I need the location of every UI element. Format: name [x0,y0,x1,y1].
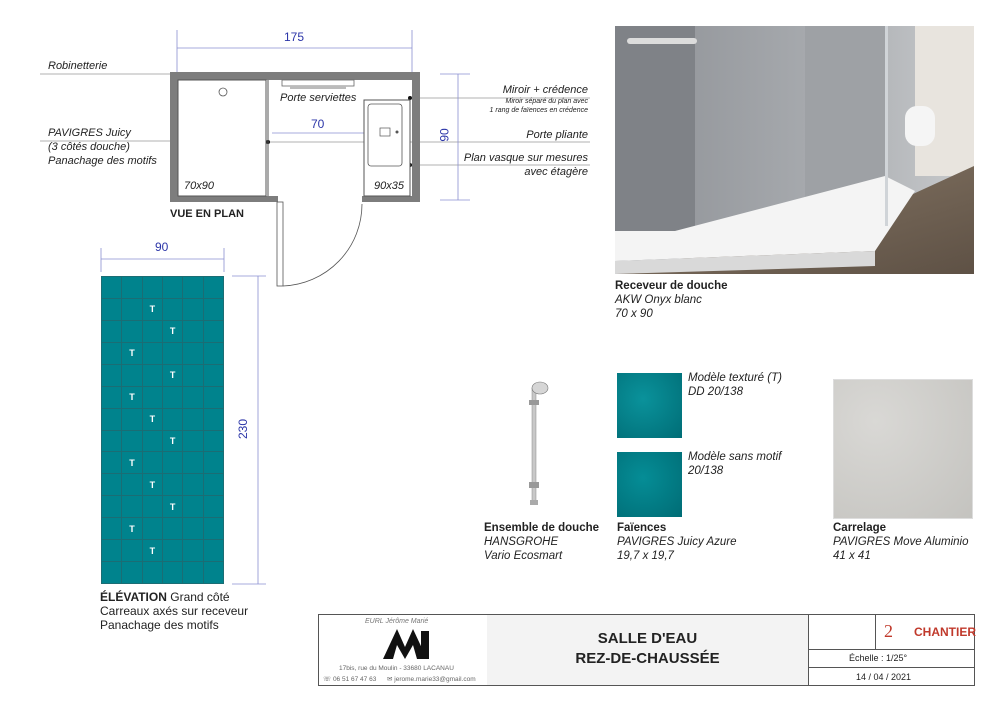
sheet-number: 2 [884,621,893,641]
plain-tile [102,518,121,539]
faiences-line-1: PAVIGRES Juicy Azure [617,536,737,548]
towel-rail-label: Porte serviettes [280,92,357,104]
plain-tile [183,277,202,298]
plain-tile [122,299,141,320]
plain-tile [102,562,121,583]
textured-tile: T [143,299,162,320]
faience-swatch1-line-2: DD 20/138 [688,386,743,398]
carrelage-title: Carrelage [833,522,887,534]
plain-tile [122,321,141,342]
plain-tile [163,452,182,473]
plain-tile [163,540,182,561]
douche-caption [484,521,599,563]
elevation-dim-width: 90 [155,240,169,254]
faience-swatch2-line-2: 20/138 [688,465,724,477]
sheet-scale: Échelle : 1/25° [849,653,908,663]
elevation-line-2: Carreaux axés sur receveur [100,604,249,618]
plan-title: VUE EN PLAN [170,208,244,220]
plain-tile [102,321,121,342]
textured-tile: T [163,431,182,452]
plain-tile [183,299,202,320]
miroir-label: Miroir + crédence [502,84,588,96]
textured-tile: T [143,474,162,495]
sheet-date: 14 / 04 / 2021 [856,672,912,682]
plain-tile [122,431,141,452]
plain-tile [143,431,162,452]
plain-tile [204,452,223,473]
textured-tile: T [122,343,141,364]
plain-tile [143,277,162,298]
plain-tile [163,518,182,539]
plain-tile [204,474,223,495]
plain-tile [143,387,162,408]
plain-tile [204,365,223,386]
plain-tile [102,474,121,495]
receveur-title: Receveur de douche [615,280,728,292]
sheet-title-2: REZ-DE-CHAUSSÉE [575,650,720,667]
robinetterie-label: Robinetterie [48,60,108,72]
plan-vasque-label-2: avec étagère [524,166,588,178]
plain-tile [183,321,202,342]
plain-tile [183,562,202,583]
plain-tile [102,496,121,517]
plain-tile [163,387,182,408]
carrelage-swatch [833,379,973,519]
sheet-stage: CHANTIER [914,625,976,639]
faiences-line-2: 19,7 x 19,7 [617,550,674,562]
carrelage-caption [833,521,969,563]
faience-swatch-plain [617,452,682,517]
plain-tile [143,562,162,583]
company-phone: ☏ 06 51 67 47 63 [323,676,377,683]
plain-tile [102,365,121,386]
plain-tile [204,321,223,342]
title-block-company-cell [319,615,488,685]
company-address: 17bis, rue du Moulin - 33680 LACANAU [339,665,454,672]
plain-tile [183,452,202,473]
plain-tile [102,452,121,473]
title-block-row-line-1 [809,649,975,650]
faiences-caption [617,521,737,563]
plain-tile [102,431,121,452]
title-block [318,614,975,686]
elevation-caption [100,590,248,632]
faience-swatch2-line-1: Modèle sans motif [688,451,782,463]
elevation-dim-height: 230 [236,418,251,440]
vanity-size-label: 90x35 [374,180,404,192]
plain-tile [204,562,223,583]
carrelage-line-1: PAVIGRES Move Aluminio [833,536,969,548]
textured-tile: T [143,409,162,430]
plain-tile [183,409,202,430]
elevation-tile-grid [101,276,224,584]
shower-tray-photo [615,26,974,274]
textured-tile: T [163,365,182,386]
receveur-caption [615,279,727,321]
company-email-address: jerome.marie33@gmail.com [394,676,476,683]
elevation-title-rest: Grand côté [170,590,230,604]
plain-tile [122,365,141,386]
plain-tile [143,365,162,386]
company-logo [383,627,431,659]
plain-tile [204,343,223,364]
plain-tile [122,562,141,583]
plain-tile [102,299,121,320]
plain-tile [143,496,162,517]
plain-tile [204,540,223,561]
textured-tile: T [143,540,162,561]
pavigres-label-1: PAVIGRES Juicy [48,127,131,139]
porte-label: Porte pliante [526,129,588,141]
plain-tile [143,343,162,364]
plain-tile [122,540,141,561]
plain-tile [183,540,202,561]
textured-tile: T [163,496,182,517]
company-phone-number: 06 51 67 47 63 [332,676,377,683]
douche-title: Ensemble de douche [484,522,600,534]
miroir-note-1: Miroir séparé du plan avec [505,98,588,105]
plain-tile [183,387,202,408]
plain-tile [122,409,141,430]
plain-tile [143,321,162,342]
plain-tile [122,496,141,517]
plain-tile [143,452,162,473]
plan-vasque-label-1: Plan vasque sur mesures [463,152,588,164]
plain-tile [183,496,202,517]
textured-tile: T [122,387,141,408]
title-block-divider [875,615,876,649]
miroir-note-2: 1 rang de faïences en crédence [489,107,588,114]
plain-tile [163,299,182,320]
shower-size-label: 70x90 [184,180,214,192]
sheet-title-1: SALLE D'EAU [597,630,698,647]
plain-tile [102,387,121,408]
elevation-line-3: Panachage des motifs [100,618,219,632]
plain-tile [204,431,223,452]
company-email: ✉ jerome.marie33@gmail.com [387,676,476,683]
title-block-main-cell [487,615,809,685]
plain-tile [143,518,162,539]
receveur-line-2: 70 x 90 [615,308,653,320]
plain-tile [163,562,182,583]
plain-tile [122,474,141,495]
textured-tile: T [122,518,141,539]
pavigres-label-3: Panachage des motifs [48,155,157,167]
textured-tile: T [163,321,182,342]
plain-tile [163,409,182,430]
plan-dim-width: 175 [284,30,305,44]
plain-tile [102,277,121,298]
plan-dim-inner: 70 [311,117,325,131]
plain-tile [204,277,223,298]
faience-swatch-textured [617,373,682,438]
shower-set-illustration [520,378,550,508]
plain-tile [163,474,182,495]
plain-tile [102,409,121,430]
receveur-line-1: AKW Onyx blanc [615,294,702,306]
faiences-title: Faïences [617,522,667,534]
faience-swatch1-line-1: Modèle texturé (T) [688,372,782,384]
textured-tile: T [122,452,141,473]
plain-tile [163,343,182,364]
plain-tile [102,343,121,364]
title-block-row-line-2 [809,667,975,668]
carrelage-line-2: 41 x 41 [833,550,871,562]
plain-tile [204,409,223,430]
plain-tile [102,540,121,561]
plain-tile [122,277,141,298]
douche-line-2: Vario Ecosmart [484,550,563,562]
plain-tile [204,496,223,517]
douche-line-1: HANSGROHE [484,536,559,548]
pavigres-label-2: (3 côtés douche) [48,141,130,153]
plain-tile [183,343,202,364]
plain-tile [183,474,202,495]
company-name: EURL Jérôme Marié [365,618,429,625]
plain-tile [183,431,202,452]
plain-tile [204,387,223,408]
plain-tile [183,365,202,386]
plain-tile [204,518,223,539]
elevation-title: ÉLÉVATION [100,590,167,604]
plan-dim-depth: 90 [437,128,452,142]
plain-tile [183,518,202,539]
shower-tray-illustration [615,26,974,274]
plain-tile [204,299,223,320]
plain-tile [163,277,182,298]
